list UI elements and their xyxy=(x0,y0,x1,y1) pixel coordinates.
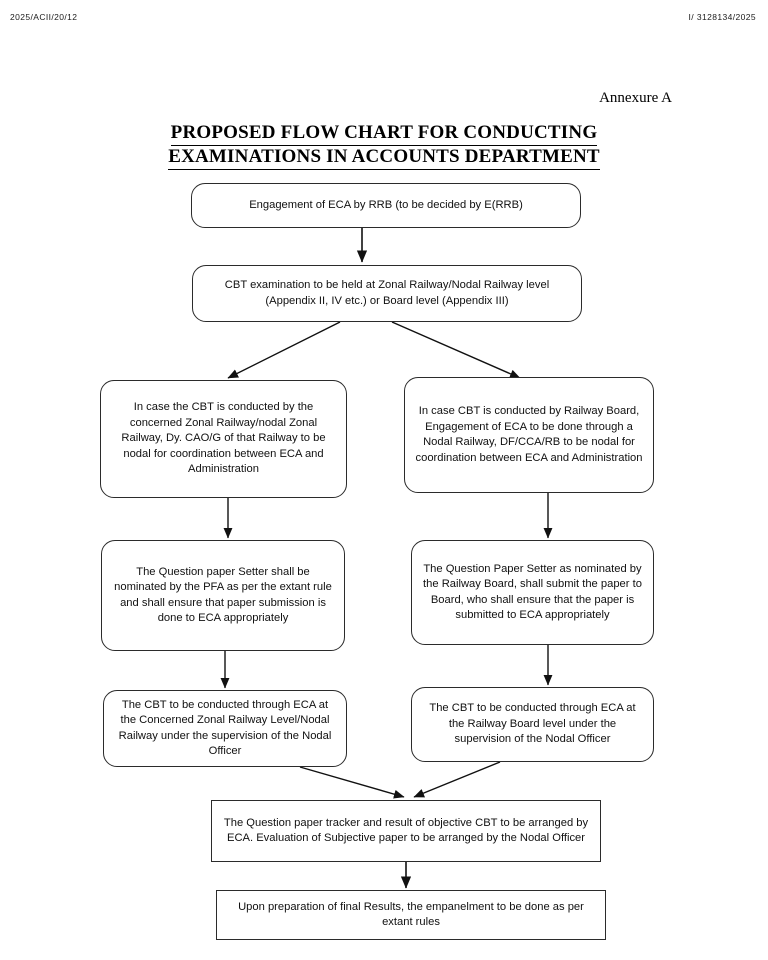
flow-node-zonal-railway-nodal xyxy=(100,380,347,498)
annexure-label: Annexure A xyxy=(599,90,672,106)
flow-node-engagement-eca xyxy=(191,183,581,228)
flow-node-text: In case the CBT is conducted by the concerned Zonal Railway/nodal Zonal Railway, Dy. CAO/G of that Railway to be nodal for coordination between ECA and Administration xyxy=(121,401,326,476)
flow-node-text: In case CBT is conducted by Railway Board, Engagement of ECA to be done through a Nodal Railway, DF/CCA/RB to be nodal for coordination between ECA and Administration xyxy=(415,405,643,464)
flow-node-question-paper-setter-pfa xyxy=(101,540,345,651)
header-left-reference: 2025/ACII/20/12 xyxy=(10,12,78,22)
flow-node-question-paper-setter-board xyxy=(411,540,654,645)
header-right-reference: I/ 3128134/2025 xyxy=(688,12,756,22)
flow-node-cbt-conducted-board xyxy=(411,687,654,762)
flow-node-text: Engagement of ECA by RRB (to be decided by E(RRB) xyxy=(249,198,523,211)
flow-node-railway-board-nodal xyxy=(404,377,654,493)
flow-node-text: The Question paper Setter shall be nominated by the PFA as per the extant rule and shall ensure that paper submission is done to ECA appropriately xyxy=(114,565,332,624)
page-title-line-2: EXAMINATIONS IN ACCOUNTS DEPARTMENT xyxy=(168,146,600,170)
flow-node-text: Upon preparation of final Results, the empanelment to be done as per extant rules xyxy=(238,900,584,928)
flow-node-text: The CBT to be conducted through ECA at the Concerned Zonal Railway Level/Nodal Railway under the supervision of the Nodal Officer xyxy=(118,698,332,757)
flow-node-cbt-examination-level xyxy=(192,265,582,322)
flow-node-question-paper-tracker xyxy=(211,800,601,862)
flow-node-text: CBT examination to be held at Zonal Railway/Nodal Railway level (Appendix II, IV etc.) or Board level (Appendix III) xyxy=(224,279,550,307)
page-title-line-1: PROPOSED FLOW CHART FOR CONDUCTING xyxy=(171,122,598,146)
flow-node-empanelment xyxy=(216,890,606,940)
flow-node-text: The Question paper tracker and result of objective CBT to be arranged by ECA. Evaluation of Subjective paper to be arranged by the Nodal Officer xyxy=(223,816,589,844)
flow-node-text: The CBT to be conducted through ECA at the Railway Board level under the supervision of the Nodal Officer xyxy=(429,702,636,746)
flow-node-cbt-conducted-zonal xyxy=(103,690,347,767)
flow-node-text: The Question Paper Setter as nominated by the Railway Board, shall submit the paper to Board, who shall ensure that the paper is submitted to ECA appropriately xyxy=(423,562,642,621)
